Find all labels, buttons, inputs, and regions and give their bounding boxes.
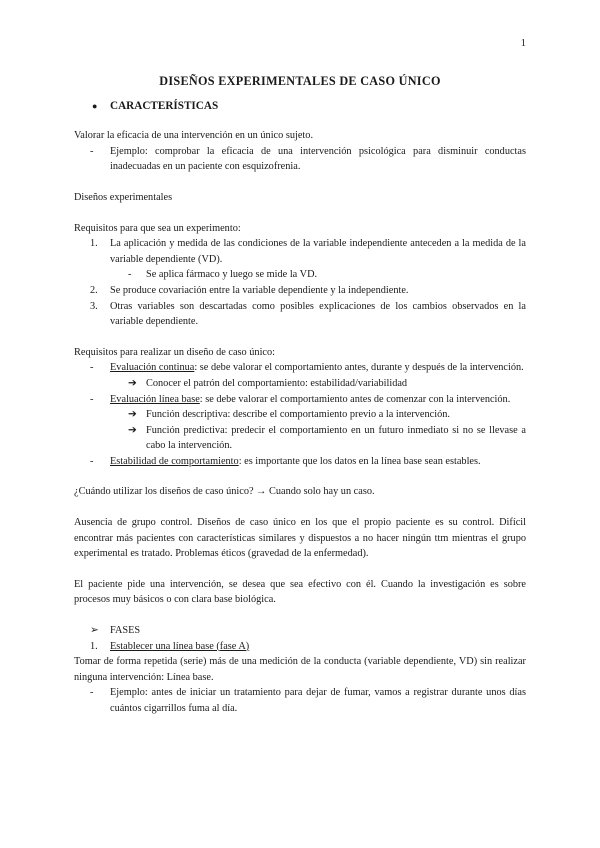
fases-heading <box>74 623 526 639</box>
fases-description: Tomar de forma repetida (serie) más de una medición de la conducta (variable dependiente, VD) sin realizar ninguna intervención: Línea base. <box>74 656 526 683</box>
intro-example-text: Ejemplo: comprobar la eficacia de una intervención psicológica para disminuir conductas inadecuadas en un paciente con esquizofrenia. <box>110 145 526 173</box>
term-description: : se debe valorar el comportamiento antes de comenzar con la intervención. <box>199 393 511 405</box>
page-title: DISEÑOS EXPERIMENTALES DE CASO ÚNICO <box>159 74 441 88</box>
single-case-item-linea-base <box>74 392 526 408</box>
term-description: : es importante que los datos en la línea base sean estables. <box>238 455 481 467</box>
arrowhead-bullet-icon: ➢ <box>90 625 99 637</box>
bullet-icon: ● <box>92 100 98 111</box>
section-heading-caracteristicas <box>74 99 526 115</box>
intro-example <box>74 144 526 175</box>
dash-marker: - <box>90 687 94 699</box>
arrow-right-icon: ➔ <box>128 409 137 421</box>
designs-label: Diseños experimentales <box>74 191 173 203</box>
intro-text: Valorar la eficacia de una intervención en un único sujeto. <box>74 130 314 142</box>
number-marker: 2. <box>90 284 98 296</box>
when-question: ¿Cuándo utilizar los diseños de caso único? → Cuando solo hay un caso. <box>74 486 375 498</box>
arrow-item <box>74 423 526 454</box>
number-marker: 1. <box>90 238 98 250</box>
requirement-item-1 <box>74 236 526 267</box>
arrow-item-text: Conocer el patrón del comportamiento: estabilidad/variabilidad <box>146 377 408 389</box>
term-underlined: Evaluación continua <box>110 362 195 374</box>
fases-step-text: Establecer una línea base (fase A) <box>110 640 250 652</box>
arrow-right-icon: ➔ <box>128 424 137 436</box>
page-number: 1 <box>520 38 526 49</box>
requirement-text: La aplicación y medida de las condiciones de la variable independiente anteceden a la medida de la variable dependiente (VD). <box>110 238 526 265</box>
dash-marker: - <box>90 362 94 374</box>
requirement-item-2 <box>74 283 526 299</box>
arrow-item <box>74 376 526 392</box>
dash-marker: - <box>128 269 132 281</box>
number-marker: 1. <box>90 640 98 652</box>
requirement-text: Otras variables son descartadas como posibles explicaciones de los cambios observados en la variable dependiente. <box>110 300 526 328</box>
patient-paragraph: El paciente pide una intervención, se desea que sea efectivo con él. Cuando la investigación es sobre procesos muy básicos o con clara base biológica. <box>74 578 526 606</box>
arrow-item <box>74 407 526 423</box>
number-marker: 3. <box>90 300 98 312</box>
control-paragraph: Ausencia de grupo control. Diseños de caso único en los que el propio paciente es su control. Difícil encontrar más pacientes con características similares y dispuestos a no hacer ningún ttm mientras el grupo experimental es tratado. Problemas éticos (gravedad de la enfermedad). <box>74 517 526 560</box>
term-description: : se debe valorar el comportamiento antes, durante y después de la intervención. <box>194 362 524 374</box>
page-content <box>74 74 526 717</box>
requirement-text: Se produce covariación entre la variable dependiente y la independiente. <box>110 284 409 296</box>
single-case-item-estabilidad <box>74 454 526 470</box>
dash-marker: - <box>90 145 94 157</box>
requirements-single-case-intro: Requisitos para realizar un diseño de caso único: <box>74 346 276 358</box>
single-case-item-continua <box>74 360 526 376</box>
fases-heading-text: FASES <box>110 625 141 637</box>
dash-marker: - <box>90 455 94 467</box>
fases-example-text: Ejemplo: antes de iniciar un tratamiento para dejar de fumar, vamos a registrar durante unos días cuántos cigarrillos fuma al día. <box>110 687 526 714</box>
arrow-item-text: Función predictiva: predecir el comportamiento en un futuro inmediato si no se llevase a cabo la intervención. <box>146 424 526 452</box>
arrow-item-text: Función descriptiva: describe el comportamiento previo a la intervención. <box>146 409 450 421</box>
requirement-sub-item <box>74 267 526 283</box>
requirement-item-3 <box>74 299 526 330</box>
section-heading-text: CARACTERÍSTICAS <box>110 99 219 112</box>
fases-step-1 <box>74 639 526 655</box>
requirement-sub-text: Se aplica fármaco y luego se mide la VD. <box>146 269 318 281</box>
fases-example <box>74 685 526 716</box>
arrow-right-icon: ➔ <box>128 377 137 389</box>
term-underlined: Evaluación línea base <box>110 393 200 405</box>
requirements-experiment-intro: Requisitos para que sea un experimento: <box>74 222 241 234</box>
dash-marker: - <box>90 393 94 405</box>
term-underlined: Estabilidad de comportamiento <box>110 455 239 467</box>
